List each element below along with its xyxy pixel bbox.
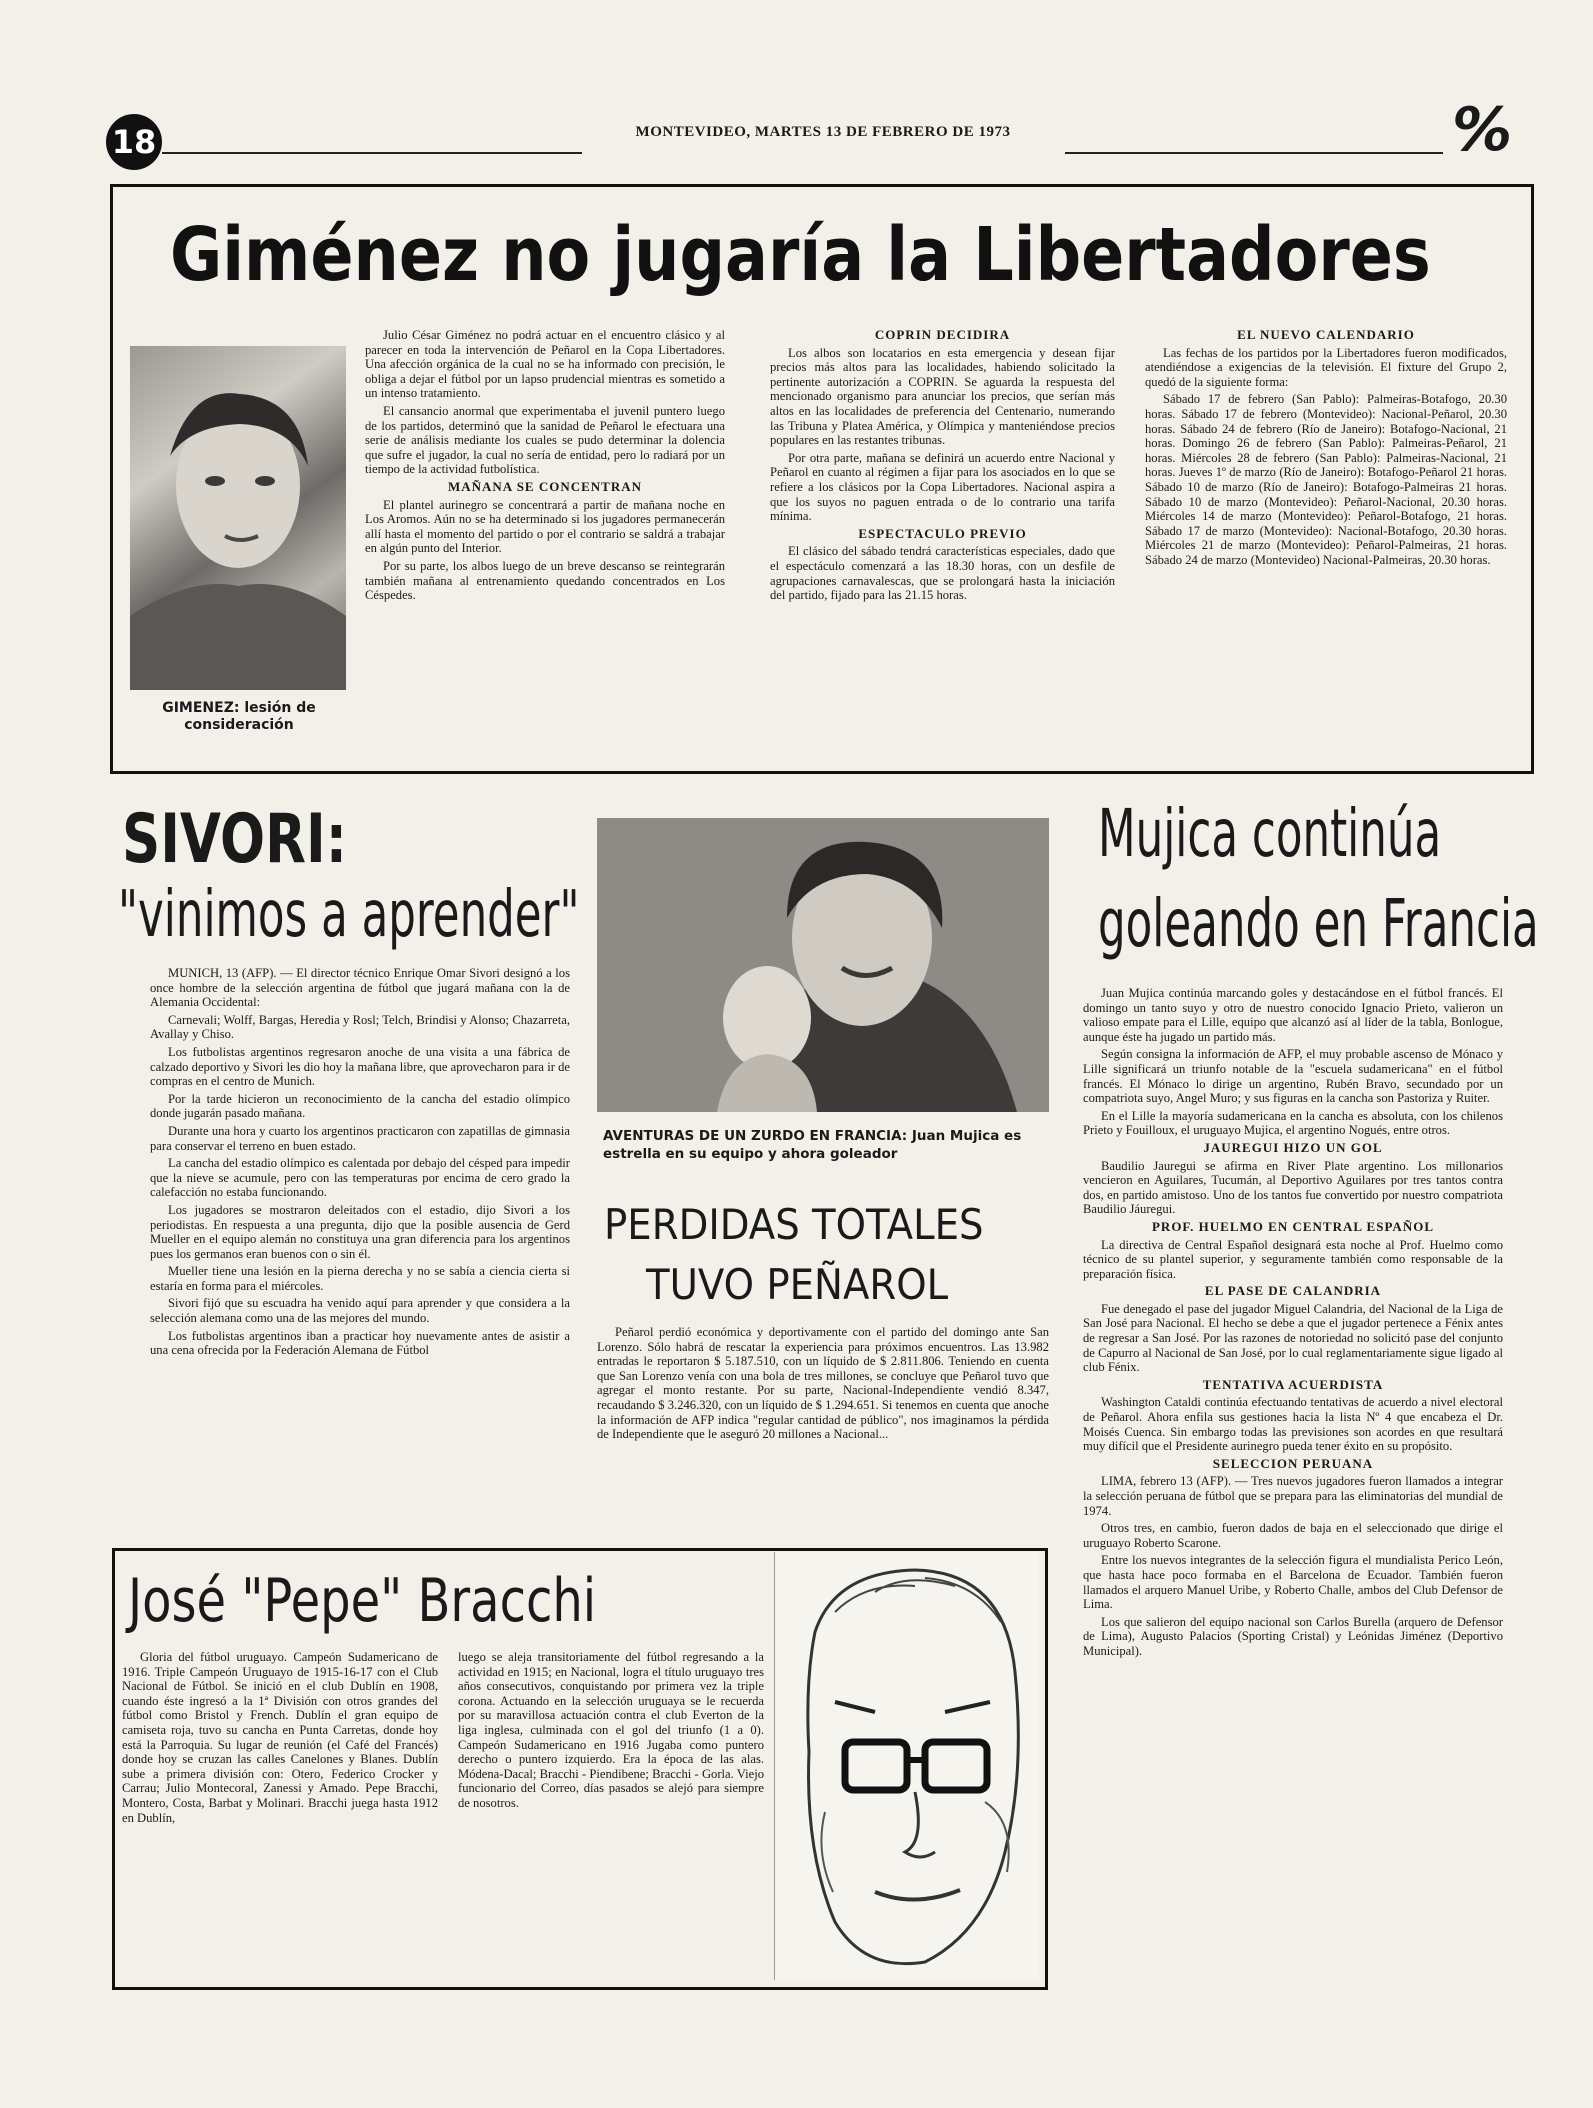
- paragraph: El cansancio anormal que experimentaba el juvenil puntero luego de los partidos, determinó que la sanidad de Peñarol le efectuara una serie de análisis mediante los cuales se pudo determinar la dolencia que sufre el jugador, la cual no sería de entidad, pero lo radiará por un tiempo de la actividad futbolística.: [365, 403, 725, 477]
- bracchi-headline: José "Pepe" Bracchi: [128, 1566, 597, 1636]
- mujica-headline-1: Mujica continúa: [1098, 795, 1442, 872]
- subheading: TENTATIVA ACUERDISTA: [1202, 1376, 1384, 1392]
- paragraph: Los albos son locatarios en esta emergencia y desean fijar precios más altos para las localidades, habiendo solicitado la pertinente autorización a COPRIN. Se aguarda la respuesta del mencionado organismo para anunciar los precios, que serían más altos en las localidades de preferencia del Centenario, numerando las Tribuna y Platea América, y Olímpica y manteniéndose precios populares en las restantes tribunas.: [770, 345, 1115, 448]
- subheading: COPRIN DECIDIRA: [874, 328, 1011, 342]
- sivori-headline-2: "vinimos a aprender": [118, 878, 580, 952]
- paragraph: La directiva de Central Español designará esta noche al Prof. Huelmo como técnico de su plantel superior, y seguramente también como responsable de la preparación física.: [1083, 1237, 1503, 1281]
- bracchi-portrait: [774, 1552, 1039, 1980]
- subheading: PROF. HUELMO EN CENTRAL ESPAÑOL: [1151, 1218, 1434, 1234]
- paragraph: Los que salieron del equipo nacional son Carlos Burella (arquero de Defensor de Lima), Augusto Palacios (Sporting Cristal) y Leónidas Jiménez (Deportivo Municipal).: [1083, 1614, 1503, 1658]
- paragraph: El plantel aurinegro se concentrará a partir de mañana noche en Los Aromos. Aún no se ha determinado si los jugadores permanecerán allí hasta el momento del partido o por el contrario se saldrá a trabajar en algún punto del Interior.: [365, 497, 725, 556]
- gimenez-column-3: [1145, 328, 1507, 742]
- mujica-body: [1083, 986, 1503, 1978]
- perdidas-headline-2: TUVO PEÑAROL: [646, 1260, 949, 1309]
- paragraph: Por otra parte, mañana se definirá un acuerdo entre Nacional y Peñarol en cuanto al régimen a fijar para los asociados en lo que se refiere a los clásicos por la Copa Libertadores. Nacional aspira a que los suyos no paguen entrada o de lo contrario una tarifa mínima.: [770, 450, 1115, 524]
- mujica-photo: [597, 818, 1049, 1112]
- bracchi-column-2: [458, 1650, 764, 1968]
- gimenez-column-2: [770, 328, 1115, 742]
- photo-mujica-with-child: [597, 818, 1049, 1112]
- sketch-bracchi: [775, 1552, 1039, 1980]
- bracchi-column-1: [122, 1650, 438, 1968]
- gimenez-headline: Giménez no jugaría la Libertadores: [170, 212, 1431, 298]
- paragraph: En el Lille la mayoría sudamericana en la cancha es absoluta, con los chilenos Prieto y Fouilloux, el uruguayo Mujica, el argentino Nogués, entre otros.: [1083, 1108, 1503, 1138]
- paragraph: Baudilio Jauregui se afirma en River Plate argentino. Los millonarios vencieron en Aguilares, Tucumán, al Deportivo Aguilares por tres tantos contra dos, en partido amistoso. Uno de los tantos fue convertido por nuestro compatriota Baudilio Jáuregui.: [1083, 1158, 1503, 1217]
- perdidas-headline-1: PERDIDAS TOTALES: [604, 1200, 984, 1249]
- paragraph: Juan Mujica continúa marcando goles y destacándose en el fútbol francés. El domingo un tanto suyo y otro de nuestro conocido Ignacio Prieto, valieron un valioso empate para el Lille, equipo que alcanzó así al líder de la tabla, Bonlogue, aunque éste ha jugado un partido más.: [1083, 986, 1503, 1044]
- paragraph: Peñarol perdió económica y deportivamente con el partido del domingo ante San Lorenzo. Sólo habrá de rescatar la experiencia para próximos encuentros. Las 13.982 entradas le reportaron $ 5.187.510, con un líquido de $ 2.811.806. Teniendo en cuenta que San Lorenzo venía con una bola de tres millones, se concluye que Peñarol tuvo que agregar el monto restante. Por su parte, Nacional-Independiente vendió 8.347, recaudando $ 3.246.320, con un líquido de $ 1.294.651. Si tenemos en cuenta que anoche la información de AFP indica "regular cantidad de público", nos imaginamos la pérdida de Independiente que le aseguró 20 millones a Nacional...: [597, 1325, 1049, 1442]
- perdidas-body: [597, 1325, 1049, 1527]
- paragraph: Sábado 17 de febrero (San Pablo): Palmeiras-Botafogo, 20.30 horas. Sábado 17 de febrero (Montevideo): Nacional-Peñarol, 20.30 horas. Sábado 24 de febrero (Río de Janeiro): Botafogo-Nacional, 21 horas. Domingo 26 de febrero (San Pablo): Palmeiras-Peñarol, 21 horas. Miércoles 28 de febrero (San Pablo): Palmeiras-Nacional, 21 horas. Jueves 1º de marzo (Río de Janeiro): Botafogo-Peñarol 21 horas. Sábado 10 de marzo (Río de Janeiro): Botafogo-Palmeiras 21 horas. Sábado 10 de marzo (Montevideo): Peñarol-Nacional, 20.30 horas. Miércoles 14 de marzo (Montevideo): Peñarol-Botafogo, 21 horas. Sábado 17 de marzo (Montevideo): Nacional-Botafogo, 20.30 horas. Miércoles 21 de marzo (Montevideo): Peñarol-Palmeiras, 21 horas. Sábado 24 de marzo (Montevideo) Nacional-Palmeiras, 20.30 horas.: [1145, 392, 1507, 567]
- paragraph: Los jugadores se mostraron deleitados con el estadio, dijo Sivori a los periodistas. En respuesta a una pregunta, dijo que la posible ausencia de Gerd Mueller en el equipo alemán no constituya una gran diferencia para los argentinos pues los germanos eran buenos con o sin él.: [150, 1202, 570, 1261]
- paragraph: LIMA, febrero 13 (AFP). — Tres nuevos jugadores fueron llamados a integrar la selección peruana de fútbol que se prepara para las eliminatorias del mundial de 1974.: [1083, 1474, 1503, 1518]
- mujica-photo-caption: AVENTURAS DE UN ZURDO EN FRANCIA: Juan Mujica es estrella en su equipo y ahora goleador: [603, 1128, 1022, 1162]
- paragraph: El clásico del sábado tendrá características especiales, dado que el espectáculo comenzará a las 18.30 horas, con un desfile de agrupaciones carnavalescas, que se prolongará hasta la iniciación del partido, fijado para las 21.15 horas.: [770, 544, 1115, 603]
- subheading: EL NUEVO CALENDARIO: [1237, 328, 1415, 342]
- paragraph: Durante una hora y cuarto los argentinos practicaron con zapatillas de gimnasia para conservar el terreno en buen estado.: [150, 1123, 570, 1153]
- page-number: 18: [111, 123, 157, 161]
- newspaper-logo: %: [1452, 95, 1513, 165]
- page-number-badge: [106, 114, 162, 170]
- paragraph: Las fechas de los partidos por la Libertadores fueron modificados, atendiéndose a exigencias de la televisión. El fixture del Grupo 2, quedó de la siguiente forma:: [1145, 345, 1507, 389]
- header-rule-left: [162, 152, 582, 154]
- paragraph: Los futbolistas argentinos iban a practicar hoy nuevamente antes de asistir a una cena ofrecida por la Federación Alemana de Fútbol: [150, 1328, 570, 1358]
- paragraph: luego se aleja transitoriamente del fútbol regresando a la actividad en 1915; en Nacional, logra el título uruguayo tres años consecutivos, conquistando por primera vez la triple corona. Actuando en la selección uruguaya se le recuerda por su maravillosa actuación contra el club Everton de la liga inglesa, culminada con el gol del triunfo (1 a 0). Campeón Sudamericano en 1916 Jugaba como puntero derecho o puntero izquierdo. Era la época de las alas. Módena-Dacal; Bracchi - Piendibene; Bracchi - Gorla. Viejo funcionario del Correo, días pasados se alejó para siempre de nosotros.: [458, 1650, 764, 1810]
- dateline: MONTEVIDEO, MARTES 13 DE FEBRERO DE 1973: [635, 124, 1011, 140]
- paragraph: Entre los nuevos integrantes de la selección figura el mundialista Perico León, que hasta hace poco formaba en el Barcelona de Ecuador. También fueron llamados el arquero Manuel Uribe, y Roberto Challe, ambos del Club Defensor de Lima.: [1083, 1553, 1503, 1612]
- subheading: SELECCION PERUANA: [1212, 1455, 1374, 1471]
- paragraph: Washington Cataldi continúa efectuando tentativas de acuerdo a nivel electoral de Peñarol. Ahora enfila sus gestiones hacia la lista Nº 4 que encabeza el Dr. Moisés Cuenca. Sin embargo todas las previsiones son acordes en que resultará muy difícil que el Presidente aurinegro pueda tener éxito en su propósito.: [1083, 1395, 1503, 1454]
- subheading: JAUREGUI HIZO UN GOL: [1203, 1139, 1383, 1155]
- paragraph: Mueller tiene una lesión en la pierna derecha y no se sabía a ciencia cierta si estaría en forma para el miércoles.: [150, 1264, 570, 1293]
- paragraph: Carnevali; Wolff, Bargas, Heredia y Rosl; Telch, Brindisi y Alonso; Chazarreta, Avallay y Chiso.: [150, 1012, 570, 1042]
- mujica-headline-2: goleando en Francia: [1098, 885, 1539, 962]
- paragraph: Según consigna la información de AFP, el muy probable ascenso de Mónaco y Lille significará un triunfo notable de la "escuela sudamericana" en el fútbol francés. El Mónaco lo dirige un argentino, Rubén Bravo, secundado por un compatriota suyo, Angel Muro; y sus figuras en la cancha son Pastoriza y Ruiter.: [1083, 1047, 1503, 1106]
- paragraph: Los futbolistas argentinos regresaron anoche de una visita a una fábrica de calzado deportivo y Sivori les dio hoy la mañana libre, que aprovecharon para ir de compras en el centro de Munich.: [150, 1044, 570, 1089]
- paragraph: MUNICH, 13 (AFP). — El director técnico Enrique Omar Sivori designó a los once hombre de la selección argentina de fútbol que jugará mañana con la de Alemania Occidental:: [150, 966, 570, 1010]
- paragraph: Por su parte, los albos luego de un breve descanso se reintegrarán también mañana al entrenamiento quedando concentrados en Los Céspedes.: [365, 558, 725, 603]
- paragraph: Fue denegado el pase del jugador Miguel Calandria, del Nacional de la Liga de San José para Nacional. El hecho se debe a que el jugador pertenece a Fénix antes de regresar a San José. Por las razones de notoriedad no solicitó pase del conjunto de Capurro al Nacional de San José, por lo cual reglamentariamente sigue ligado al club Fénix.: [1083, 1301, 1503, 1375]
- paragraph: Gloria del fútbol uruguayo. Campeón Sudamericano de 1916. Triple Campeón Uruguayo de 1915-16-17 con el Club Nacional de Fútbol. Se inició en el club Dublín en 1908, cuando éste ingresó a la 1ª División con otros grandes del fútbol como Bristol y French. Dublín el gran equipo de camiseta roja, tuvo su cancha en Punta Carretas, donde hoy está la Parroquia. Su lugar de reunión (el Café del Francés) donde hoy se cruzan las calles Canelones y Blanes. Dublín sube a primera división con: Otero, Federico Crocker y Carrau; Julio Montecoral, Zanessi y Amado. Pepe Bracchi, Montero, Costa, Barbat y Molinari. Bracchi juega hasta 1912 en Dublín,: [122, 1650, 438, 1825]
- paragraph: Otros tres, en cambio, fueron dados de baja en el seleccionado que dirige el uruguayo Roberto Scarone.: [1083, 1521, 1503, 1550]
- subheading: EL PASE DE CALANDRIA: [1204, 1283, 1382, 1299]
- gimenez-photo: [130, 346, 346, 690]
- portrait-gimenez: [130, 346, 346, 690]
- gimenez-caption: GIMENEZ: lesión de consideración: [162, 700, 316, 733]
- sivori-body: [150, 966, 570, 1524]
- paragraph: Julio César Giménez no podrá actuar en el encuentro clásico y al parecer en toda la intervención de Peñarol en la Copa Libertadores. Una afección orgánica de la cual no se ha informado con precisión, le obliga a dejar el fútbol por un lapso prudencial mientras es sometido a un intenso tratamiento.: [365, 328, 725, 401]
- paragraph: Por la tarde hicieron un reconocimiento de la cancha del estadio olímpico donde jugarán pasado mañana.: [150, 1091, 570, 1121]
- header-rule-right: [1065, 152, 1443, 154]
- gimenez-column-1: [365, 328, 725, 742]
- sivori-headline-1: SIVORI:: [122, 800, 347, 879]
- subheading: MAÑANA SE CONCENTRAN: [447, 478, 643, 494]
- subheading: ESPECTACULO PREVIO: [858, 525, 1027, 541]
- paragraph: Sivori fijó que su escuadra ha venido aquí para aprender y que considera a la selección alemana como una de las mejores del mundo.: [150, 1296, 570, 1326]
- paragraph: La cancha del estadio olímpico es calentada por debajo del césped para impedir que la nieve se acumule, pero con las temperaturas por encima de cero grado la calefacción no estaba funcionando.: [150, 1156, 570, 1200]
